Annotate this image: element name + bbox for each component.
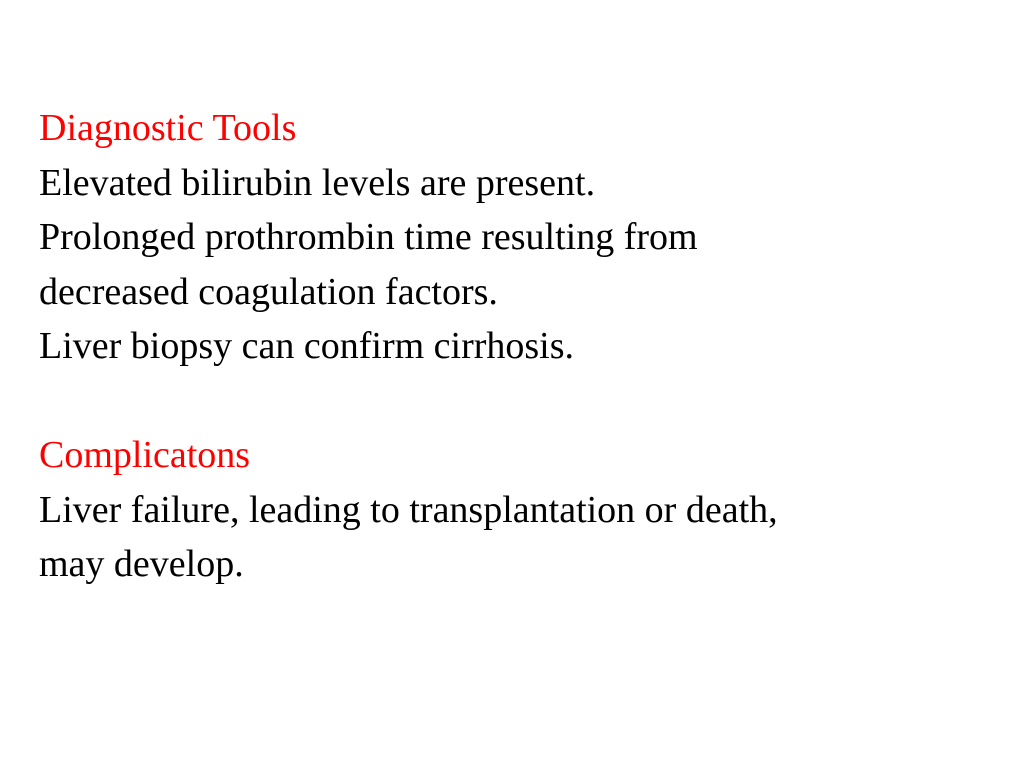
body-line: Liver failure, leading to transplantation or death, xyxy=(39,488,778,531)
slide-content xyxy=(39,101,999,592)
body-line: decreased coagulation factors. xyxy=(39,270,498,313)
body-line: Elevated bilirubin levels are present. xyxy=(39,161,596,204)
section-complications xyxy=(39,428,999,592)
section-spacer xyxy=(39,374,999,429)
section-diagnostic-tools xyxy=(39,101,999,374)
body-line: may develop. xyxy=(39,543,244,585)
body-line: Liver biopsy can confirm cirrhosis. xyxy=(39,325,575,367)
section-heading: Diagnostic Tools xyxy=(39,107,297,149)
section-heading: Complicatons xyxy=(39,434,251,476)
body-line: Prolonged prothrombin time resulting from xyxy=(39,216,698,258)
